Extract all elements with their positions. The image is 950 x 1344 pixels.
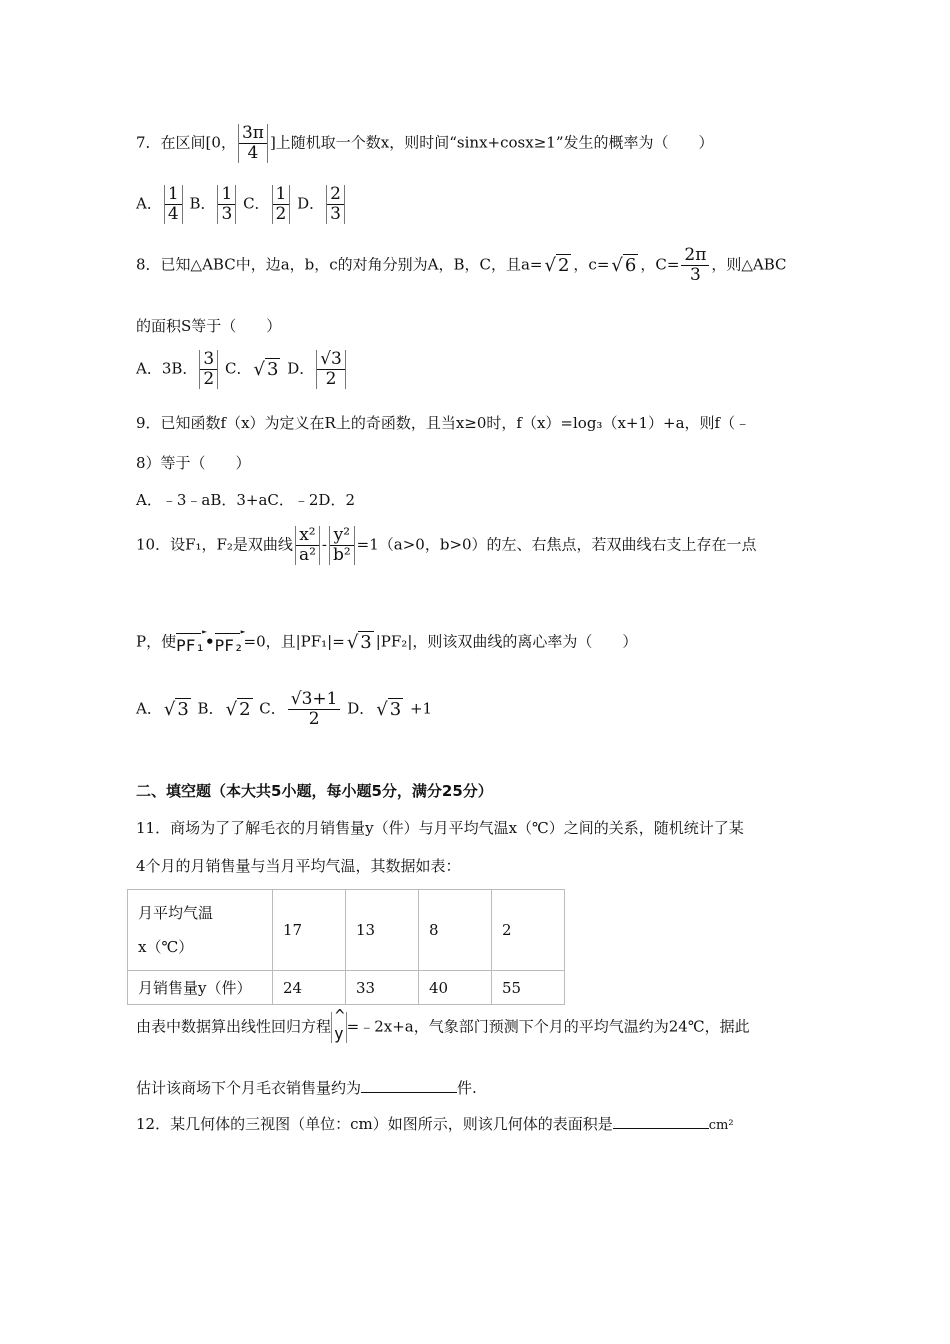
q10-minus: -	[321, 535, 327, 554]
section-2-heading: 二、填空题（本大共5小题，每小题5分，满分25分）	[136, 782, 493, 800]
table-cell: 17	[273, 890, 346, 971]
q8-options	[136, 350, 348, 389]
q10-option-b-sqrt: √ 2	[225, 699, 251, 720]
q10-option-c-label: C．	[254, 699, 286, 718]
q7-interval-fraction: $\frac{3\pi}{4}$	[238, 124, 268, 163]
q7-option-b-label: B．	[184, 194, 216, 213]
q11-answer-blank[interactable]	[361, 1078, 457, 1093]
q7-option-a-fraction: $\frac{1}{4}$	[164, 185, 183, 224]
table-cell: 2	[492, 890, 565, 971]
q8-option-c-label: C．	[220, 359, 252, 378]
q8-sqrt-a: √ 2	[544, 255, 570, 276]
q7-options	[136, 185, 347, 224]
q8-option-b-fraction: $\frac{3}{2}$	[199, 350, 218, 389]
table-cell: 24	[273, 971, 346, 1005]
q8-option-d-label: D．	[282, 359, 315, 378]
q10-y-fraction: $\frac{\text{y²}}{\text{b²}}$	[329, 526, 355, 565]
q8-option-d-fraction: $\frac{√3}{2}$	[316, 350, 346, 389]
q11-line2: 4个月的月销售量与当月平均气温，其数据如表：	[136, 857, 461, 875]
q10-option-d-sqrt: √ 3	[376, 699, 402, 720]
q7-text-b: ]上随机取一个数x，则时间“sinx+cosx≥1”发生的概率为（ ）	[269, 133, 714, 152]
q11-line4-b: 件.	[457, 1079, 477, 1097]
q8-text-a: 8．已知△ABC中，边a，b，c的对角分别为A，B，C，且a=	[136, 255, 543, 274]
q8-option-c-sqrt: √ 3	[253, 359, 279, 380]
q8-stem	[136, 246, 787, 285]
q11-y-hat: ^ y	[331, 1012, 347, 1043]
table-cell: 40	[419, 971, 492, 1005]
q8-sqrt-c: √ 6	[611, 255, 637, 276]
q8-option-a-label: A．3B．	[136, 359, 198, 378]
q10-vector-pf1: PF₁ ►	[176, 630, 205, 655]
q12-unit: cm²	[708, 1118, 734, 1133]
q10-option-a-sqrt: √ 3	[163, 699, 189, 720]
q10-p-text: P，使	[136, 632, 177, 651]
q10-sqrt3: √ 3	[346, 632, 372, 653]
table-row	[128, 971, 565, 1005]
q7-stem	[136, 124, 714, 163]
q7-option-c-fraction: $\frac{1}{2}$	[272, 185, 291, 224]
table-cell: 33	[346, 971, 419, 1005]
table-cell: 55	[492, 971, 565, 1005]
table-cell: 8	[419, 890, 492, 971]
q10-line2	[136, 630, 637, 655]
q10-options	[136, 690, 432, 729]
q9-options: A．﹣3﹣aB．3+aC．﹣2D．2	[136, 491, 355, 509]
q11-line3-a: 由表中数据算出线性回归方程	[136, 1017, 332, 1036]
q11-line3-b: =﹣2x+a，气象部门预测下个月的平均气温约为24℃，据此	[346, 1017, 750, 1036]
q11-line4-a: 估计该商场下个月毛衣销售量约为	[136, 1079, 362, 1097]
q7-option-d-label: D．	[292, 194, 325, 213]
q10-option-d-label: D．	[342, 699, 375, 718]
q8-line2: 的面积S等于（ ）	[136, 317, 282, 335]
q7-option-d-fraction: $\frac{2}{3}$	[326, 185, 345, 224]
q12-answer-blank[interactable]	[613, 1114, 709, 1129]
q10-option-a-label: A．	[136, 699, 162, 718]
q7-text-a: 7．在区间[0，	[136, 133, 236, 152]
q9-line2: 8）等于（ ）	[136, 454, 251, 472]
q10-stem	[136, 526, 757, 565]
q10-option-c-fraction: $\frac{√3+1}{2}$	[288, 690, 341, 729]
table-row	[128, 890, 565, 971]
q10-x-fraction: $\frac{\text{x²}}{\text{a²}}$	[295, 526, 320, 565]
table-row-label: 月平均气温 x（℃）	[128, 890, 273, 971]
q9-line1: 9．已知函数f（x）为定义在R上的奇函数，且当x≥0时，f（x）=log₃（x+1）+a，则f（﹣	[136, 414, 751, 432]
q10-text-c: =0，且|PF₁|=	[243, 632, 345, 651]
q10-option-d-suffix: +1	[405, 699, 433, 718]
q11-data-table	[127, 889, 565, 1005]
q7-option-b-fraction: $\frac{1}{3}$	[217, 185, 236, 224]
table-cell: 13	[346, 890, 419, 971]
q7-option-c-label: C．	[238, 194, 270, 213]
q8-angle-fraction: $\frac{2\pi}{3}$	[681, 246, 709, 285]
q12-text: 12．某几何体的三视图（单位：cm）如图所示，则该几何体的表面积是	[136, 1115, 613, 1133]
table-row-label: 月销售量y（件）	[128, 971, 273, 1005]
q10-text-d: |PF₂|，则该双曲线的离心率为（ ）	[375, 632, 638, 651]
q10-text-a: 10．设F₁，F₂是双曲线	[136, 535, 293, 554]
q8-text-b: ，c=	[573, 255, 610, 274]
q11-line1: 11．商场为了了解毛衣的月销售量y（件）与月平均气温x（℃）之间的关系，随机统计了某	[136, 819, 744, 837]
q10-option-b-label: B．	[192, 699, 224, 718]
q11-line3	[136, 1012, 750, 1043]
q7-option-a-label: A．	[136, 194, 162, 213]
q10-dot: •	[205, 632, 215, 651]
q10-vector-pf2: PF₂ ►	[215, 630, 244, 655]
q12-line	[136, 1113, 734, 1134]
q8-text-d: ，则△ABC	[711, 255, 787, 274]
q11-line4	[136, 1077, 477, 1098]
q10-text-b: =1（a>0，b>0）的左、右焦点，若双曲线右支上存在一点	[356, 535, 757, 554]
q8-text-c: ，C=	[640, 255, 680, 274]
